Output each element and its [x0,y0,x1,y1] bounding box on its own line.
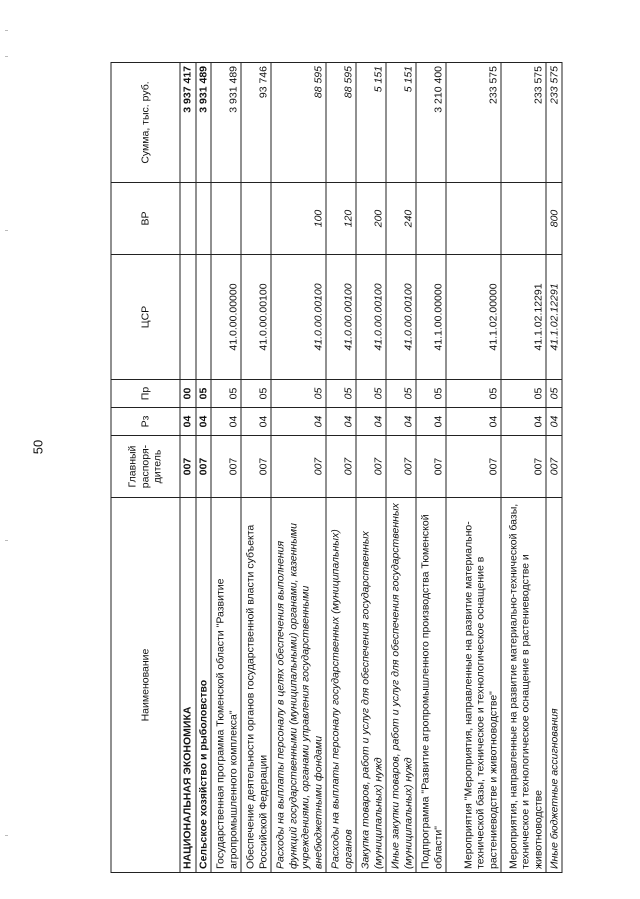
main-manager-cell: 007 [211,436,241,498]
name-cell: Иные бюджетные ассигнования [546,498,562,873]
sum-cell: 3 937 417 [180,63,196,183]
csr-cell: 41.0.00.00000 [211,255,241,380]
pr-cell: 05 [416,380,446,408]
sum-cell: 3 210 400 [416,63,446,183]
pr-cell: 05 [356,380,386,408]
pr-cell: 05 [271,380,326,408]
budget-table [111,62,563,873]
table-row [446,63,501,873]
rz-cell: 04 [180,408,196,436]
table-row [196,63,212,873]
name-cell: НАЦИОНАЛЬНАЯ ЭКОНОМИКА [180,498,196,873]
header-main-manager: Главный распоря-дитель [111,436,180,498]
main-manager-cell: 007 [386,436,416,498]
pr-cell: 05 [546,380,562,408]
table-row [546,63,562,873]
rz-cell: 04 [196,408,212,436]
rz-cell: 04 [416,408,446,436]
sum-cell: 3 931 489 [196,63,212,183]
sum-cell: 3 931 489 [211,63,241,183]
main-manager-cell: 007 [416,436,446,498]
pr-cell: 05 [386,380,416,408]
vr-cell: 100 [271,183,326,255]
table-row [356,63,386,873]
page-number: 50 [30,439,46,455]
rz-cell: 04 [446,408,501,436]
header-pr: Пр [111,380,180,408]
sum-cell: 5 151 [386,63,416,183]
rz-cell: 04 [241,408,271,436]
scan-mark [5,230,8,231]
pr-cell: 05 [326,380,356,408]
table-row [211,63,241,873]
csr-cell: 41.1.00.00000 [416,255,446,380]
vr-cell [180,183,196,255]
main-manager-cell: 007 [196,436,212,498]
name-cell: Мероприятия, направленные на развитие материально-технической базы, техническое и технологическое оснащение в растениеводстве и животноводстве [501,498,546,873]
name-cell: Расходы на выплаты персоналу в целях обеспечения выполнения функций государственными (муниципальными) органами, казенными учреждениями, органами управления государственными внебюджетными фондами [271,498,326,873]
table-row [501,63,546,873]
name-cell: Закупка товаров, работ и услуг для обеспечения государственных (муниципальных) нужд [356,498,386,873]
csr-cell: 41.0.00.00100 [241,255,271,380]
header-sum: Сумма, тыс. руб. [111,63,180,183]
csr-cell: 41.0.00.00100 [386,255,416,380]
rz-cell: 04 [546,408,562,436]
vr-cell [446,183,501,255]
csr-cell [196,255,212,380]
csr-cell [180,255,196,380]
rz-cell: 04 [271,408,326,436]
rz-cell: 04 [356,408,386,436]
name-cell: Обеспечение деятельности органов государственной власти субъекта Российской Федерации [241,498,271,873]
name-cell: Мероприятия "Мероприятия, направленные на развитие материально-технической базы, техническое и технологическое оснащение в растениеводстве и животноводстве" [446,498,501,873]
vr-cell: 200 [356,183,386,255]
name-cell: Подпрограмма "Развитие агропромышленного производства Тюменской области" [416,498,446,873]
header-row [111,63,180,873]
name-cell: Государственная программа Тюменской области "Развитие агропромышленного комплекса" [211,498,241,873]
sum-cell: 233 575 [546,63,562,183]
main-manager-cell: 007 [501,436,546,498]
scan-mark [5,30,8,31]
header-name: Наименование [111,498,180,873]
pr-cell: 05 [241,380,271,408]
vr-cell: 800 [546,183,562,255]
rz-cell: 04 [386,408,416,436]
csr-cell: 41.0.00.00100 [326,255,356,380]
pr-cell: 05 [211,380,241,408]
header-vr: ВР [111,183,180,255]
rz-cell: 04 [326,408,356,436]
pr-cell: 05 [196,380,212,408]
main-manager-cell: 007 [326,436,356,498]
rotated-table-wrapper [111,63,560,873]
pr-cell: 00 [180,380,196,408]
vr-cell [211,183,241,255]
table-row [241,63,271,873]
table-row [416,63,446,873]
scan-mark [5,835,8,836]
sum-cell: 88 595 [271,63,326,183]
header-csr: ЦСР [111,255,180,380]
sum-cell: 5 151 [356,63,386,183]
main-manager-cell: 007 [356,436,386,498]
rz-cell: 04 [211,408,241,436]
main-manager-cell: 007 [546,436,562,498]
csr-cell: 41.1.02.12291 [546,255,562,380]
scan-mark [5,56,8,57]
vr-cell: 120 [326,183,356,255]
vr-cell [416,183,446,255]
name-cell: Расходы на выплаты персоналу государственных (муниципальных) органов [326,498,356,873]
main-manager-cell: 007 [271,436,326,498]
csr-cell: 41.1.02.12291 [501,255,546,380]
vr-cell [196,183,212,255]
pr-cell: 05 [446,380,501,408]
csr-cell: 41.0.00.00100 [271,255,326,380]
sum-cell: 233 575 [446,63,501,183]
csr-cell: 41.1.02.00000 [446,255,501,380]
rz-cell: 04 [501,408,546,436]
sum-cell: 88 595 [326,63,356,183]
vr-cell [241,183,271,255]
table-row [271,63,326,873]
main-manager-cell: 007 [180,436,196,498]
sum-cell: 233 575 [501,63,546,183]
sum-cell: 93 746 [241,63,271,183]
vr-cell: 240 [386,183,416,255]
vr-cell [501,183,546,255]
main-manager-cell: 007 [446,436,501,498]
table-row [180,63,196,873]
table-row [386,63,416,873]
main-manager-cell: 007 [241,436,271,498]
name-cell: Иные закупки товаров, работ и услуг для обеспечения государственных (муниципальных) нужд [386,498,416,873]
header-rz: Рз [111,408,180,436]
csr-cell: 41.0.00.00100 [356,255,386,380]
table-row [326,63,356,873]
scan-mark [5,540,8,541]
pr-cell: 05 [501,380,546,408]
name-cell: Сельское хозяйство и рыболовство [196,498,212,873]
